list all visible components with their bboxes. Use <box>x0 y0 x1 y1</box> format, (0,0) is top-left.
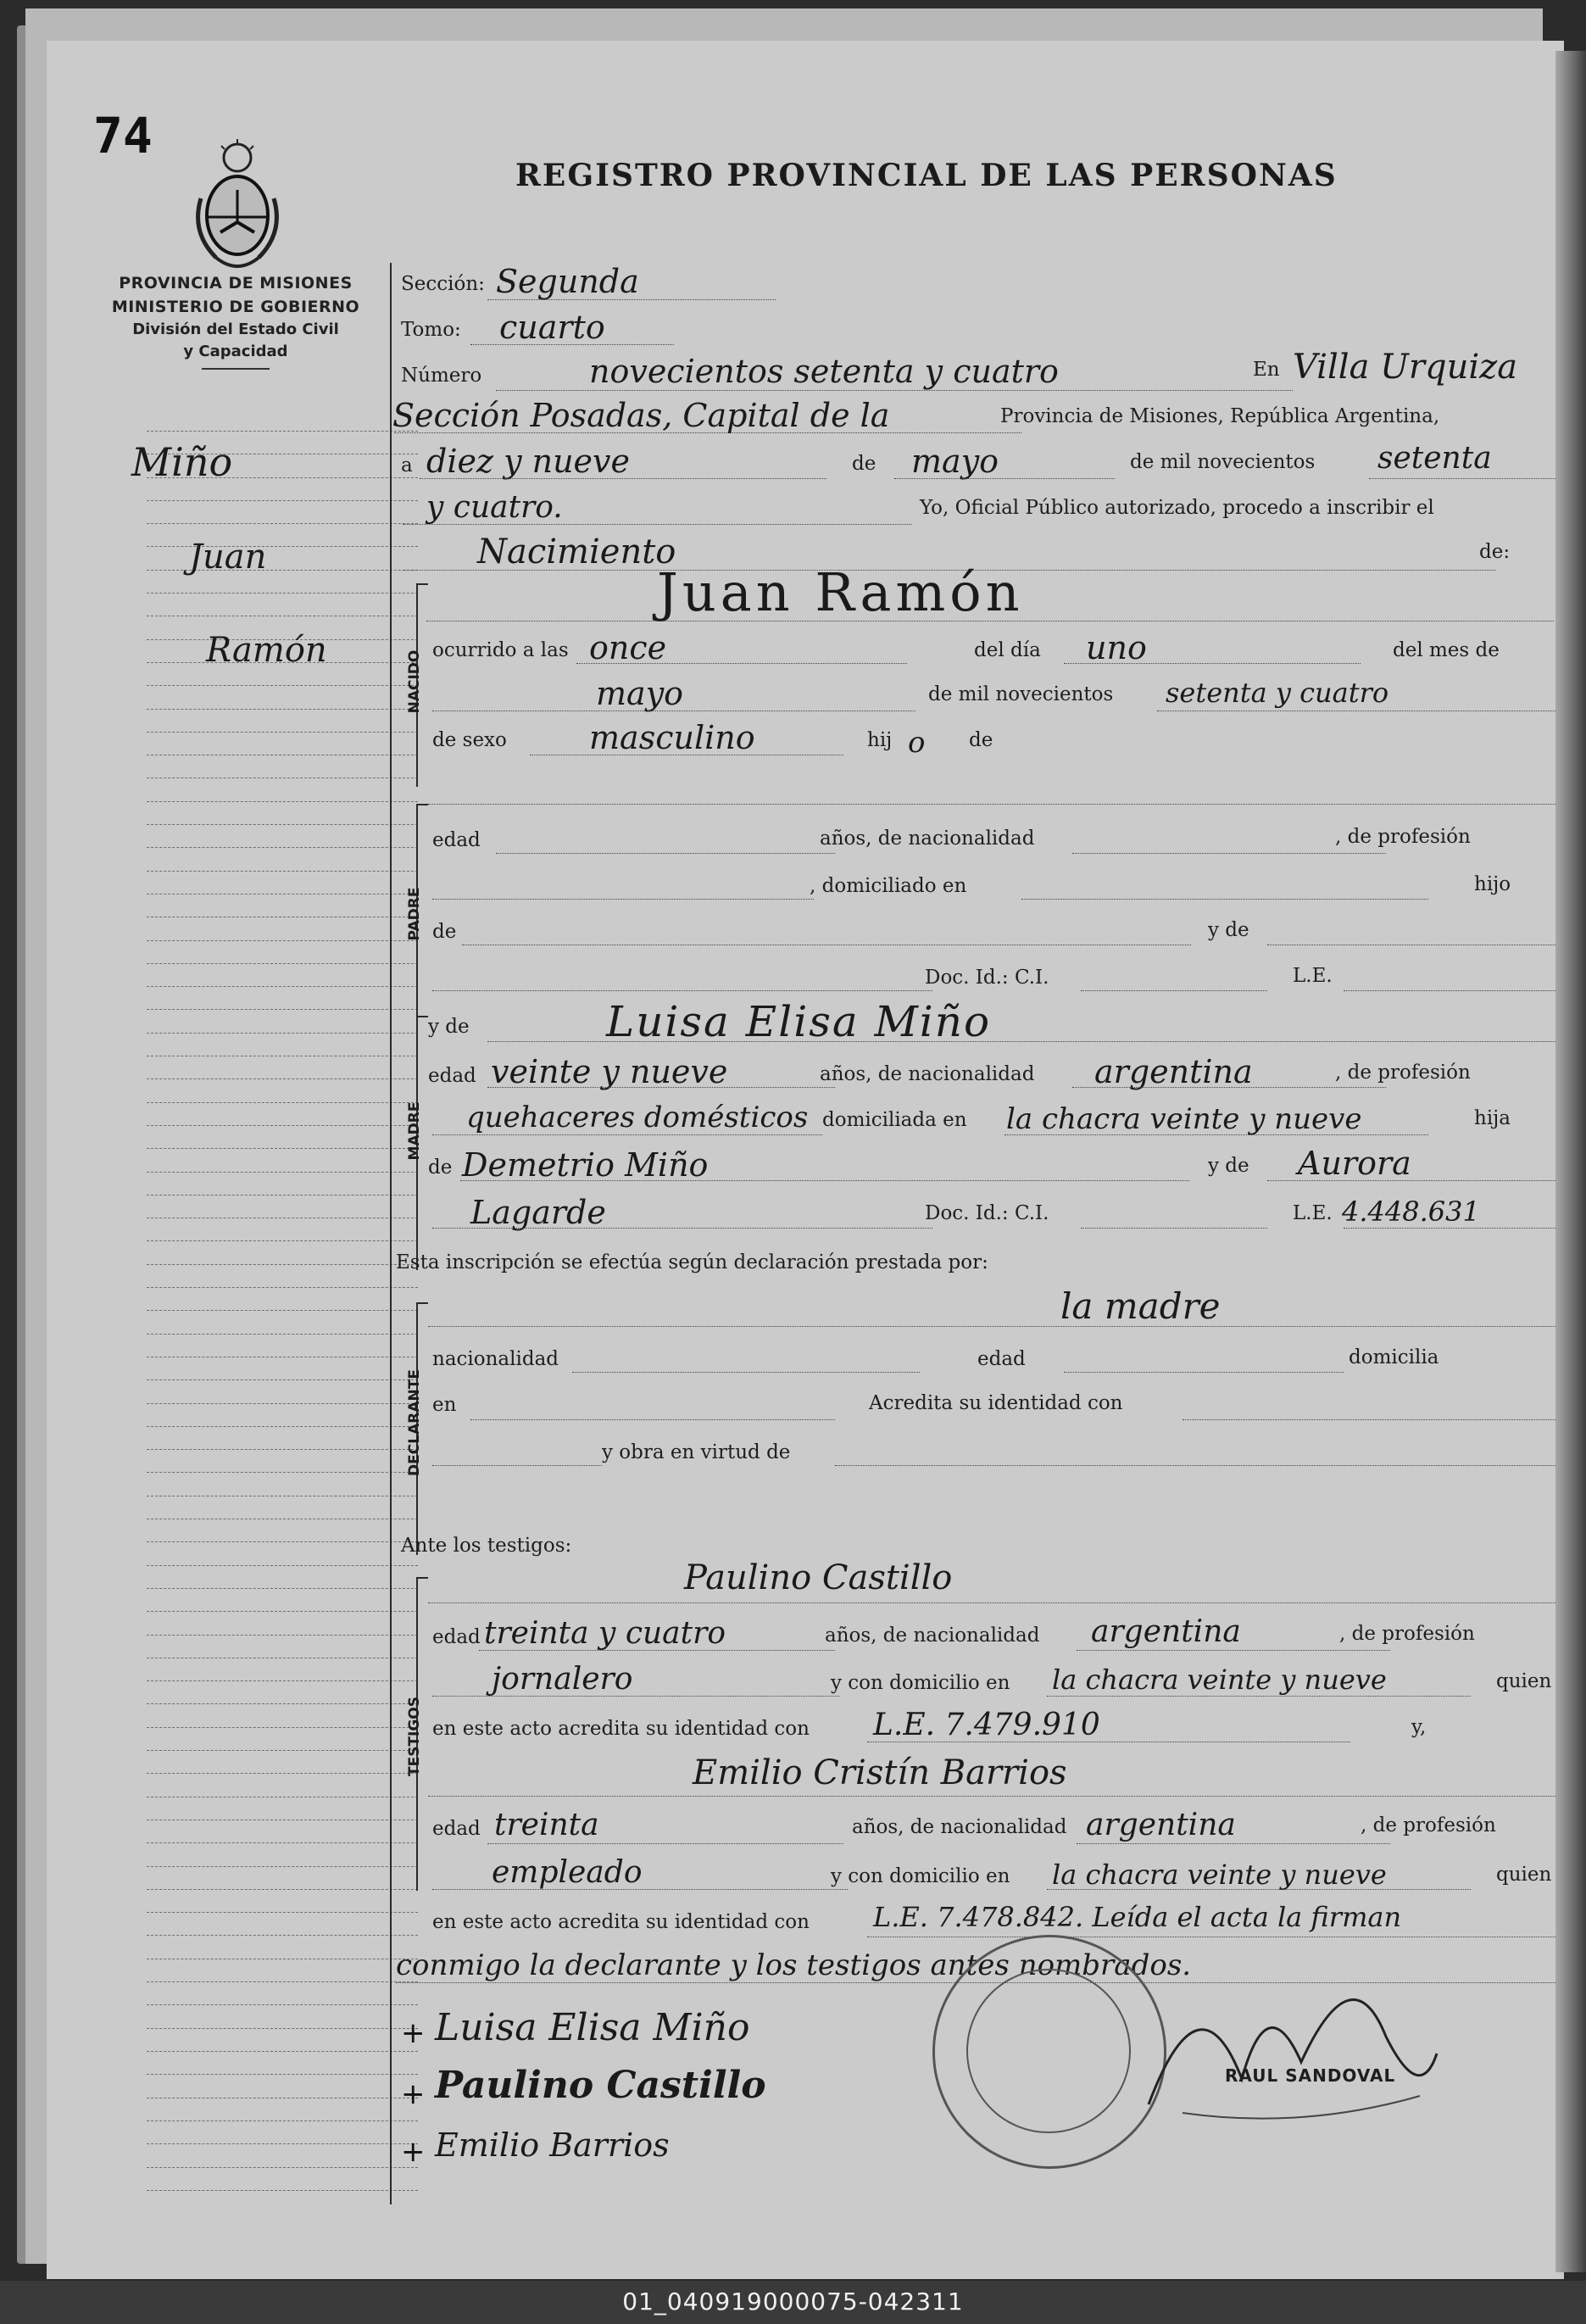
declarante-doc-line <box>432 1465 602 1466</box>
declarante-domicilia-label: domicilia <box>1349 1346 1439 1368</box>
locality-line-value: Sección Posadas, Capital de la <box>392 397 890 434</box>
padre-profesion-line <box>432 899 814 900</box>
madre-edad-value: veinte y nueve <box>491 1053 728 1090</box>
en-label: En <box>1253 359 1280 381</box>
mes-value: mayo <box>596 675 684 712</box>
margin-surname: Miño <box>131 439 233 485</box>
margin-ruled-line <box>147 2051 418 2052</box>
margin-ruled-line <box>147 801 418 802</box>
closing-text: conmigo la declarante y los testigos antes nombrados. <box>396 1948 1192 1982</box>
witness2-doc-value: L.E. 7.478.842. Leída el acta la firman <box>873 1901 1402 1933</box>
margin-ruled-line <box>147 1148 418 1149</box>
padre-hijo-label: hijo <box>1474 873 1511 895</box>
year-line <box>1369 478 1555 479</box>
a-line <box>420 478 826 479</box>
padre-domicilio-line <box>1021 899 1428 900</box>
declarante-bracket-top <box>416 1302 428 1304</box>
declarante-acredita-line <box>1183 1419 1555 1420</box>
madre-name: Luisa Elisa Miño <box>606 997 992 1046</box>
ocurrido-label: ocurrido a las <box>432 639 569 661</box>
locality-line <box>394 432 1021 433</box>
numero-value: novecientos setenta y cuatro <box>589 353 1059 390</box>
padre-edad-line <box>496 853 835 854</box>
margin-ruled-line <box>147 1750 418 1751</box>
madre-surname-line <box>432 1228 932 1229</box>
madre-hija-label: hija <box>1474 1107 1511 1129</box>
margin-ruled-line <box>147 523 418 524</box>
margin-ruled-line <box>147 1611 418 1612</box>
margin-ruled-line <box>147 986 418 987</box>
padre-name-line <box>428 804 1555 805</box>
margin-ruled-line <box>147 2028 418 2029</box>
padre-le-label: L.E. <box>1293 965 1333 987</box>
margin-ruled-line <box>147 1889 418 1890</box>
numero-line <box>496 390 1293 391</box>
madre-edad-line <box>487 1087 835 1088</box>
de-label: de <box>852 453 876 475</box>
book-binding-edge <box>1555 51 1586 2272</box>
madre-name-line <box>487 1041 1555 1042</box>
margin-ruled-line <box>147 1912 418 1913</box>
margin-ruled-line <box>147 546 418 547</box>
margin-ruled-line <box>147 1172 418 1173</box>
witness1-domicilio-label: y con domicilio en <box>831 1672 1010 1694</box>
madre-nacionalidad-value: argentina <box>1094 1053 1253 1090</box>
declaracion-value: la madre <box>1060 1285 1221 1327</box>
madre-mother-value: Aurora <box>1298 1145 1411 1182</box>
witness2-edad-value: treinta <box>494 1808 599 1842</box>
margin-ruled-line <box>147 2074 418 2075</box>
witness2-edad-line <box>487 1843 843 1844</box>
witness1-domicilio-value: la chacra veinte y nueve <box>1052 1664 1387 1696</box>
signature-mark-1: + <box>401 2016 426 2050</box>
witness1-name-line <box>428 1602 1555 1603</box>
margin-ruled-line <box>147 1635 418 1636</box>
padre-domiciliado-label: , domiciliado en <box>810 875 967 897</box>
witness1-profesion-line <box>432 1696 839 1697</box>
margin-ruled-line <box>147 2167 418 2168</box>
year-line-2 <box>403 524 911 525</box>
margin-ruled-line <box>147 1264 418 1265</box>
page-number: 74 <box>93 107 153 164</box>
margin-ruled-line <box>147 1588 418 1589</box>
hij-label: hij <box>867 729 893 751</box>
witness2-profesion-label: , de profesión <box>1361 1814 1496 1836</box>
margin-ruled-line <box>147 940 418 941</box>
madre-bracket-top <box>416 1016 428 1017</box>
margin-ruled-line <box>147 1773 418 1774</box>
margin-ruled-line <box>147 2004 418 2005</box>
office-province: PROVINCIA DE MISIONES <box>119 274 353 293</box>
margin-ruled-line <box>147 1379 418 1380</box>
padre-nacionalidad-line <box>1072 853 1386 854</box>
footer-file-id: 01_040919000075-042311 <box>622 2288 964 2316</box>
testigos-ante-label: Ante los testigos: <box>401 1535 572 1557</box>
witness1-anios-label: años, de nacionalidad <box>825 1625 1040 1647</box>
madre-domicilio-line <box>1004 1134 1428 1135</box>
margin-ruled-line <box>147 1449 418 1450</box>
witness2-profesion-value: empleado <box>492 1855 643 1890</box>
margin-ruled-line <box>147 1240 418 1241</box>
tomo-value: cuarto <box>499 309 605 346</box>
padre-y-de-label: y de <box>1208 919 1249 941</box>
official-stamp-text: RAUL SANDOVAL <box>1225 2065 1396 2086</box>
seccion-label: Sección: <box>401 273 485 295</box>
margin-ruled-line <box>147 1842 418 1843</box>
madre-doc-label: Doc. Id.: C.I. <box>925 1202 1049 1224</box>
sexo-value: masculino <box>589 719 755 756</box>
margin-ruled-line <box>147 1541 418 1542</box>
de-colon-label: de: <box>1479 541 1511 563</box>
madre-father-line <box>460 1180 1189 1181</box>
signature-3: Emilio Barrios <box>435 2126 670 2164</box>
del-mes-label: del mes de <box>1393 639 1500 661</box>
witness1-acredita-label: en este acto acredita su identidad con <box>432 1718 810 1740</box>
padre-profesion-label: , de profesión <box>1335 826 1471 848</box>
margin-ruled-line <box>147 847 418 848</box>
margin-ruled-line <box>147 593 418 594</box>
page-title: REGISTRO PROVINCIAL DE LAS PERSONAS <box>515 158 1338 193</box>
margin-ruled-line <box>147 1426 418 1427</box>
declarante-name-line <box>428 1326 1555 1327</box>
child-name: Juan Ramón <box>657 561 1024 623</box>
seccion-line <box>487 299 776 300</box>
seccion-value: Segunda <box>496 263 639 300</box>
declarante-nacionalidad-line <box>572 1372 920 1373</box>
margin-ruled-line <box>147 1078 418 1079</box>
de-nacido-label: de <box>969 729 993 751</box>
a-value: diez y nueve <box>426 443 631 480</box>
padre-surname-line <box>432 990 932 991</box>
padre-doc-label: Doc. Id.: C.I. <box>925 967 1049 989</box>
padre-anios-label: años, de nacionalidad <box>820 828 1035 850</box>
madre-y-de-label-2: y de <box>1208 1155 1249 1177</box>
office-header <box>92 271 380 370</box>
a-label: a <box>401 454 413 477</box>
hij-value: o <box>908 726 926 760</box>
witness1-nacionalidad-value: argentina <box>1091 1614 1241 1649</box>
madre-le-value: 4.448.631 <box>1342 1195 1480 1228</box>
signature-mark-2: + <box>401 2077 426 2111</box>
signature-1: Luisa Elisa Miño <box>435 2006 750 2049</box>
testigos-section-label: TESTIGOS <box>406 1696 423 1777</box>
margin-ruled-line <box>147 1125 418 1126</box>
de-mil-nacido-label: de mil novecientos <box>928 683 1114 705</box>
madre-domiciliada-label: domiciliada en <box>822 1109 967 1131</box>
margin-ruled-line <box>147 2143 418 2144</box>
witness1-profesion-label: , de profesión <box>1339 1623 1475 1645</box>
margin-ruled-line <box>147 1703 418 1704</box>
margin-ruled-line <box>147 1310 418 1311</box>
margin-ruled-line <box>147 1935 418 1936</box>
witness2-domicilio-value: la chacra veinte y nueve <box>1052 1859 1387 1891</box>
month-line <box>894 478 1115 479</box>
witness2-quien-label: quien <box>1496 1864 1552 1886</box>
witness1-quien-label: quien <box>1496 1670 1552 1692</box>
margin-second-name: Ramón <box>206 631 327 670</box>
declaracion-text: Esta inscripción se efectúa según declaración prestada por: <box>396 1251 988 1273</box>
office-capacity: y Capacidad <box>183 343 288 360</box>
madre-anios-label: años, de nacionalidad <box>820 1063 1035 1085</box>
madre-de-label: de <box>428 1156 453 1179</box>
year-value-continued: y cuatro. <box>426 490 563 525</box>
witness1-domicilio-line <box>1047 1696 1471 1697</box>
madre-ci-line <box>1081 1228 1267 1229</box>
margin-first-name: Juan <box>189 538 267 577</box>
padre-edad-label: edad <box>432 829 481 851</box>
witness2-nacionalidad-value: argentina <box>1086 1808 1236 1842</box>
nacido-section-label: NACIDO <box>406 649 423 714</box>
registry-sheet <box>47 41 1564 2279</box>
madre-father-value: Demetrio Miño <box>462 1146 709 1184</box>
witness2-domicilio-label: y con domicilio en <box>831 1865 1010 1887</box>
margin-ruled-line <box>147 1866 418 1867</box>
en-value: Villa Urquiza <box>1293 348 1518 387</box>
margin-ruled-line <box>147 570 418 571</box>
declarante-edad-label: edad <box>977 1348 1026 1370</box>
padre-de-label: de <box>432 921 457 943</box>
office-ministry: MINISTERIO DE GOBIERNO <box>111 298 360 316</box>
declarante-en-line <box>470 1419 835 1420</box>
column-divider <box>390 263 392 2204</box>
provincia-text: Provincia de Misiones, República Argentina, <box>1000 405 1440 427</box>
witness1-edad-value: treinta y cuatro <box>484 1616 726 1651</box>
witness2-nacionalidad-line <box>1077 1843 1390 1844</box>
padre-le-line <box>1344 990 1555 991</box>
padre-ci-line <box>1081 990 1267 991</box>
margin-ruled-line <box>147 1565 418 1566</box>
margin-ruled-line <box>147 1727 418 1728</box>
del-dia-label: del día <box>974 639 1041 661</box>
office-rule <box>202 368 270 370</box>
margin-ruled-line <box>147 1033 418 1034</box>
margin-ruled-line <box>147 1009 418 1010</box>
numero-label: Número <box>401 365 482 387</box>
witness2-name-line <box>428 1796 1555 1797</box>
declarante-nacionalidad-label: nacionalidad <box>432 1348 559 1370</box>
padre-bracket-top <box>416 804 428 805</box>
madre-surname-value: Lagarde <box>470 1194 606 1231</box>
anio-value: setenta y cuatro <box>1166 677 1389 709</box>
margin-ruled-line <box>147 685 418 686</box>
witness1-nacionalidad-line <box>1077 1650 1390 1651</box>
madre-profesion-line <box>432 1134 822 1135</box>
margin-ruled-line <box>147 431 418 432</box>
sexo-label: de sexo <box>432 729 507 751</box>
witness1-edad-line <box>479 1650 835 1651</box>
declarante-edad-line <box>1064 1372 1344 1373</box>
declarante-obra-label: y obra en virtud de <box>602 1441 791 1463</box>
margin-ruled-line <box>147 1102 418 1103</box>
margin-ruled-line <box>147 500 418 501</box>
witness2-profesion-line <box>432 1889 848 1890</box>
madre-profesion-label: , de profesión <box>1335 1062 1471 1084</box>
dia-line <box>1064 663 1361 664</box>
margin-ruled-line <box>147 732 418 733</box>
madre-le-label: L.E. <box>1293 1202 1333 1224</box>
margin-ruled-line <box>147 871 418 872</box>
madre-edad-label: edad <box>428 1065 476 1087</box>
witness2-name: Emilio Cristín Barrios <box>693 1753 1067 1792</box>
margin-ruled-line <box>147 709 418 710</box>
hora-line <box>576 663 907 664</box>
margin-ruled-line <box>147 1403 418 1404</box>
margin-ruled-line <box>147 1981 418 1982</box>
margin-ruled-line <box>147 824 418 825</box>
tomo-line <box>470 344 674 345</box>
witness1-profesion-value: jornalero <box>492 1662 633 1697</box>
official-signature-icon <box>1132 1935 1454 2138</box>
official-seal-inner-icon <box>966 1969 1131 2133</box>
witness2-acredita-label: en este acto acredita su identidad con <box>432 1911 810 1933</box>
declarante-acredita-label: Acredita su identidad con <box>869 1392 1123 1414</box>
signature-mark-3: + <box>401 2135 426 2169</box>
registration-type-value: Nacimiento <box>477 532 676 571</box>
witness2-anios-label: años, de nacionalidad <box>852 1816 1067 1838</box>
margin-ruled-line <box>147 1472 418 1473</box>
padre-section-label: PADRE <box>406 887 423 941</box>
hora-value: once <box>589 629 667 666</box>
margin-ruled-line <box>147 1680 418 1681</box>
witness2-domicilio-line <box>1047 1889 1471 1890</box>
madre-profesion-value: quehaceres domésticos <box>466 1101 809 1134</box>
witness1-name: Paulino Castillo <box>684 1558 953 1597</box>
coat-of-arms-icon <box>191 139 284 292</box>
year-value: setenta <box>1377 441 1492 476</box>
nacido-bracket-top <box>416 583 428 585</box>
witness1-edad-label: edad <box>432 1626 481 1648</box>
madre-nacionalidad-line <box>1072 1087 1386 1088</box>
de-mil-label: de mil novecientos <box>1130 451 1316 473</box>
dia-value: uno <box>1086 629 1147 666</box>
margin-ruled-line <box>147 963 418 964</box>
witness1-y-label: y, <box>1411 1716 1427 1738</box>
witness1-doc-value: L.E. 7.479.910 <box>873 1708 1100 1742</box>
oficial-text: Yo, Oficial Público autorizado, procedo a inscribir el <box>920 497 1434 519</box>
declarante-obra-line <box>835 1465 1555 1466</box>
declarante-en-label: en <box>432 1394 457 1416</box>
witness2-edad-label: edad <box>432 1818 481 1840</box>
margin-ruled-line <box>147 777 418 778</box>
office-division: División del Estado Civil <box>132 320 339 338</box>
madre-le-line <box>1344 1228 1555 1229</box>
madre-section-label: MADRE <box>406 1101 423 1161</box>
margin-ruled-line <box>147 2190 418 2191</box>
declarante-section-label: DECLARANTE <box>406 1369 423 1476</box>
madre-domicilio-value: la chacra veinte y nueve <box>1006 1102 1362 1136</box>
margin-ruled-line <box>147 1334 418 1335</box>
madre-y-de-label: y de <box>428 1016 470 1038</box>
margin-ruled-line <box>147 1287 418 1288</box>
signature-2: Paulino Castillo <box>435 2064 766 2107</box>
madre-mother-line <box>1267 1180 1555 1181</box>
testigos-bracket-top <box>416 1577 428 1579</box>
month-value: mayo <box>911 443 999 480</box>
tomo-label: Tomo: <box>401 319 461 341</box>
